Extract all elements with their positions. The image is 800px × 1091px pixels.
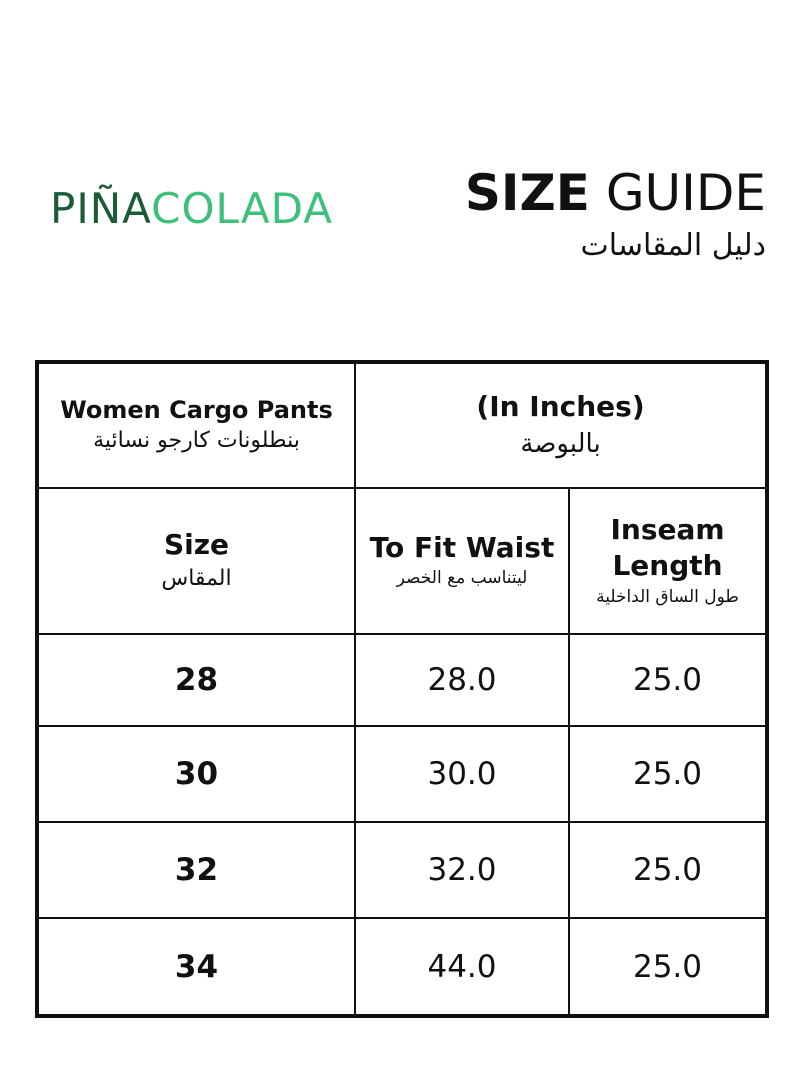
column-header-size-en: Size — [163, 528, 230, 562]
column-header-size-ar: المقاس — [161, 565, 232, 591]
column-header-waist-en: To Fit Waist — [369, 531, 555, 565]
waist-value: 44.0 — [355, 918, 569, 1016]
waist-value: 30.0 — [355, 726, 569, 822]
size-value: 28 — [37, 634, 355, 726]
column-header-inseam-ar: طول الساق الداخلية — [596, 586, 739, 607]
size-guide-table — [35, 360, 769, 1018]
unit-cell — [355, 362, 767, 488]
column-header-inseam — [569, 488, 767, 634]
product-name-en: Women Cargo Pants — [60, 395, 333, 424]
table-row — [37, 634, 767, 726]
brand-logo-part1: PIÑA — [50, 184, 152, 233]
page-title — [464, 164, 766, 222]
waist-value: 28.0 — [355, 634, 569, 726]
column-header-size — [37, 488, 355, 634]
column-header-inseam-en-line1: Inseam — [610, 512, 725, 546]
table-header-row-columns — [37, 488, 767, 634]
column-header-waist-ar: ليتناسب مع الخصر — [396, 568, 528, 589]
table-row — [37, 726, 767, 822]
product-cell — [37, 362, 355, 488]
page-subtitle-arabic: دليل المقاسات — [580, 228, 766, 263]
product-name-ar: بنطلونات كارجو نسائية — [93, 427, 300, 453]
inseam-value: 25.0 — [569, 918, 767, 1016]
table-row — [37, 918, 767, 1016]
inseam-value: 25.0 — [569, 822, 767, 918]
unit-en: (In Inches) — [476, 390, 645, 424]
page-title-bold: SIZE — [464, 164, 590, 222]
brand-logo — [50, 184, 333, 233]
size-value: 34 — [37, 918, 355, 1016]
table-header-row-top — [37, 362, 767, 488]
brand-logo-part2: COLADA — [151, 184, 333, 233]
column-header-inseam-en-line2: Length — [612, 549, 723, 583]
inseam-value: 25.0 — [569, 634, 767, 726]
unit-ar: بالبوصة — [520, 428, 601, 459]
size-value: 32 — [37, 822, 355, 918]
inseam-value: 25.0 — [569, 726, 767, 822]
table-row — [37, 822, 767, 918]
waist-value: 32.0 — [355, 822, 569, 918]
page-title-rest: GUIDE — [605, 164, 766, 222]
size-value: 30 — [37, 726, 355, 822]
column-header-waist — [355, 488, 569, 634]
